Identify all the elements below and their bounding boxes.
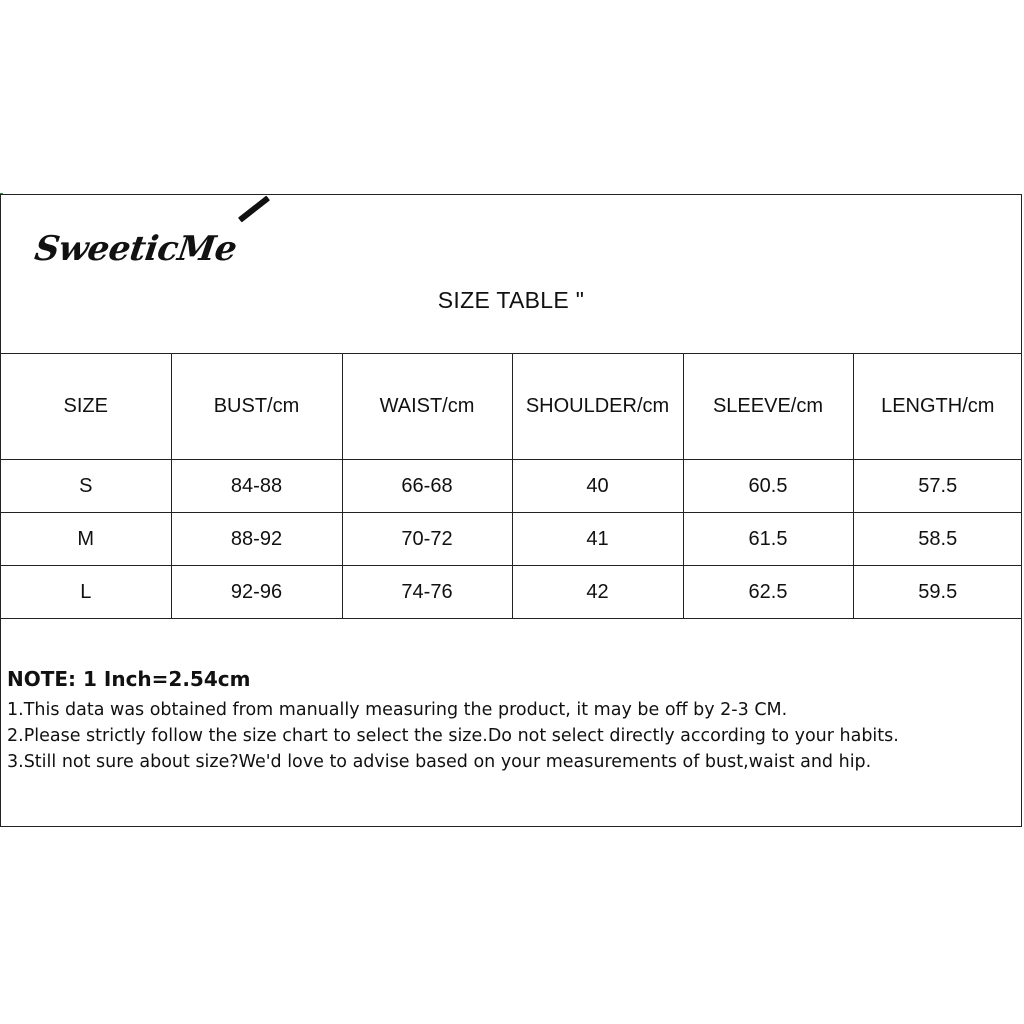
- column-header-bust: BUST/cm: [171, 354, 342, 460]
- note-line: 3.Still not sure about size?We'd love to advise based on your measurements of bust,waist and hip.: [7, 752, 872, 772]
- cell-length: 59.5: [853, 566, 1022, 619]
- cell-size: L: [1, 566, 171, 619]
- cell-waist: 66-68: [342, 460, 512, 513]
- brand-logo: [32, 225, 239, 275]
- cell-length: 57.5: [853, 460, 1022, 513]
- table-row: [1, 566, 1022, 619]
- cell-sleeve: 61.5: [683, 513, 853, 566]
- page-title: SIZE TABLE ": [437, 287, 585, 313]
- cell-shoulder: 41: [512, 513, 683, 566]
- column-header-shoulder: SHOULDER/cm: [512, 354, 683, 460]
- cell-shoulder: 40: [512, 460, 683, 513]
- size-chart-sheet: [0, 194, 1022, 827]
- cell-waist: 70-72: [342, 513, 512, 566]
- cell-length: 58.5: [853, 513, 1022, 566]
- column-header-waist: WAIST/cm: [342, 354, 512, 460]
- cell-size: S: [1, 460, 171, 513]
- cell-bust: 92-96: [171, 566, 342, 619]
- cell-waist: 74-76: [342, 566, 512, 619]
- brand-logo-text: SweeticMe: [32, 229, 239, 269]
- table-row: [1, 460, 1022, 513]
- column-header-length: LENGTH/cm: [853, 354, 1022, 460]
- note-title: NOTE: 1 Inch=2.54cm: [7, 667, 251, 691]
- cell-bust: 88-92: [171, 513, 342, 566]
- note-line: 2.Please strictly follow the size chart to select the size.Do not select directly according to your habits.: [7, 726, 899, 746]
- column-header-size: SIZE: [1, 354, 171, 460]
- cell-size: M: [1, 513, 171, 566]
- note-section: [7, 667, 1015, 775]
- table-header-row: [1, 354, 1022, 460]
- column-header-sleeve: SLEEVE/cm: [683, 354, 853, 460]
- chart-header: [1, 195, 1021, 354]
- size-table: [1, 353, 1022, 619]
- cell-sleeve: 62.5: [683, 566, 853, 619]
- table-row: [1, 513, 1022, 566]
- cell-bust: 84-88: [171, 460, 342, 513]
- note-line: 1.This data was obtained from manually measuring the product, it may be off by 2-3 CM.: [7, 700, 788, 720]
- cell-shoulder: 42: [512, 566, 683, 619]
- cell-sleeve: 60.5: [683, 460, 853, 513]
